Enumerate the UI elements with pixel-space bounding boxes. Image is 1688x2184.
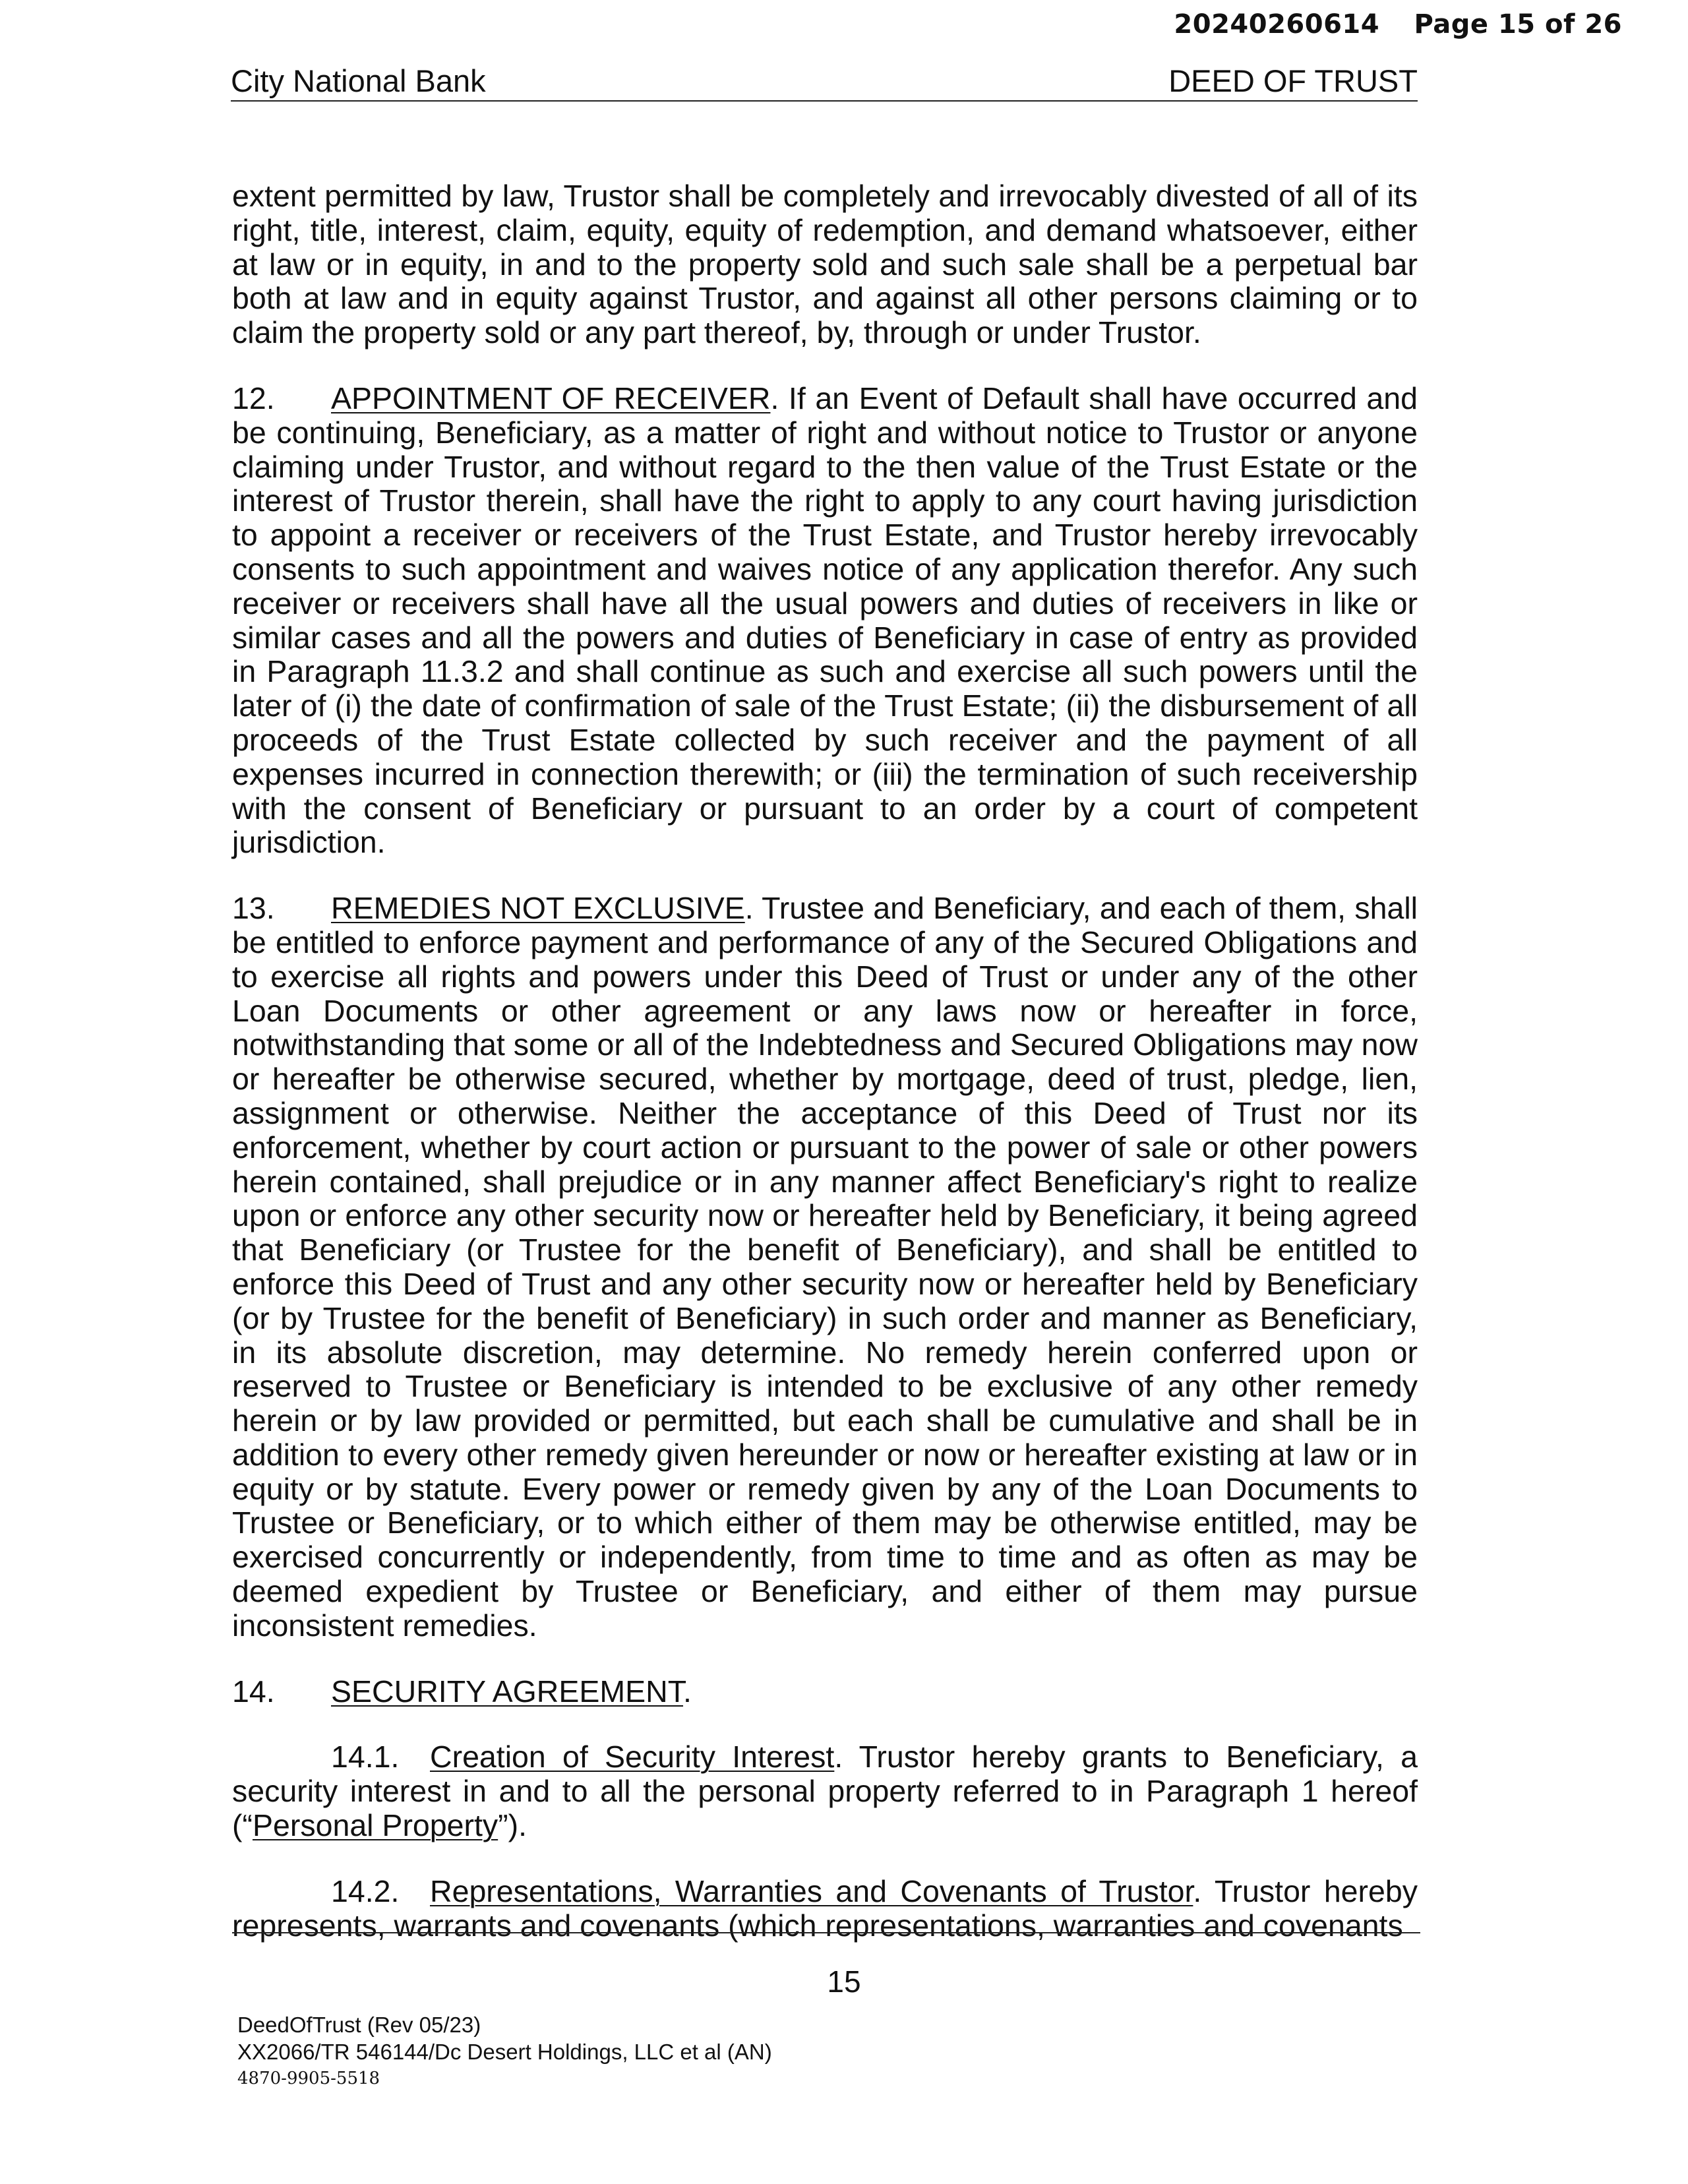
section-14-1-text-a: . Trustor hereby grants to Beneficiary, a security interest in and to all the personal property referred to in Paragraph 1 hereof (“ xyxy=(232,1740,1418,1843)
section-13-text: . Trustee and Beneficiary, and each of them, shall be entitled to enforce payment and performance of any of the Secured Obligations and to exercise all rights and powers under this Deed of Trust or under any of the other Loan Documents or other agreement or any laws now or hereafter in force, notwithstanding that some or all of the Indebtedness and Secured Obligations may now or hereafter be otherwise secured, whether by mortgage, deed of trust, pledge, lien, assignment or otherwise. Neither the acceptance of this Deed of Trust nor its enforcement, whether by court action or pursuant to the power of sale or other powers herein contained, shall prejudice or in any manner affect Beneficiary's right to realize upon or enforce any other security now or hereafter held by Beneficiary, it being agreed that Beneficiary (or Trustee for the benefit of Beneficiary), and shall be entitled to enforce this Deed of Trust and any other security now or hereafter held by Beneficiary (or by Trustee for the benefit of Beneficiary) in such order and manner as Beneficiary, in its absolute discretion, may determine. No remedy herein conferred upon or reserved to Trustee or Beneficiary is intended to be exclusive of any other remedy herein or by law provided or permitted, but each shall be cumulative and shall be in addition to every other remedy given hereunder or now or hereafter existing at law or in equity or by statute. Every power or remedy given by any of the Loan Documents to Trustee or Beneficiary, or to which either of them may be otherwise entitled, may be exercised concurrently or independently, from time to time and as often as may be deemed expedient by Trustee or Beneficiary, and either of them may pursue inconsistent remedies. xyxy=(232,891,1418,1643)
page-of-count: Page 15 of 26 xyxy=(1414,9,1622,40)
document-body xyxy=(232,179,1418,1974)
page-number: 15 xyxy=(827,1964,861,1999)
page-header xyxy=(231,61,1418,102)
section-13 xyxy=(232,892,1418,1643)
section-14 xyxy=(232,1675,1418,1709)
section-14-1-heading: Creation of Security Interest xyxy=(430,1740,835,1774)
section-12-heading: APPOINTMENT OF RECEIVER xyxy=(331,380,771,415)
recording-number: 20240260614 xyxy=(1174,9,1380,40)
section-14-1-number: 14.1. xyxy=(331,1740,400,1774)
section-12-text: . If an Event of Default shall have occurred and be continuing, Beneficiary, as a matter of right and without notice to Trustor or anyone claiming under Trustor, and without regard to the then value of the Trust Estate or the interest of Trustor therein, shall have the right to apply to any court having jurisdiction to appoint a receiver or receivers of the Trust Estate, and Trustor hereby irrevocably consents to such appointment and waives notice of any application therefor. Any such receiver or receivers shall have all the usual powers and duties of receivers in like or similar cases and all the powers and duties of Beneficiary in case of entry as provided in Paragraph 11.3.2 and shall continue as such and exercise all such powers until the later of (i) the date of confirmation of sale of the Trust Estate; (ii) the disbursement of all proceeds of the Trust Estate collected by such receiver and the payment of all expenses incurred in connection therewith; or (iii) the termination of such receivership with the consent of Beneficiary or pursuant to an order by a court of competent jurisdiction. xyxy=(232,380,1418,860)
footer-document-id: 4870-9905-5518 xyxy=(237,2069,380,2088)
section-14-2-heading: Representations, Warranties and Covenants of Trustor xyxy=(430,1873,1193,1908)
section-12 xyxy=(232,382,1418,860)
section-12-number: 12. xyxy=(232,380,275,415)
paragraph-continuation: extent permitted by law, Trustor shall be completely and irrevocably divested of all of its right, title, interest, claim, equity, equity of redemption, and demand whatsoever, either at law or in equity, in and to the property sold and such sale shall be a perpetual bar both at law and in equity against Trustor, and against all other persons claiming or to claim the property sold or any part thereof, by, through or under Trustor. xyxy=(232,179,1418,350)
footer-divider xyxy=(232,1932,1420,1933)
footer-reference: XX2066/TR 546144/Dc Desert Holdings, LLC et al (AN) xyxy=(237,2040,772,2064)
section-13-heading: REMEDIES NOT EXCLUSIVE xyxy=(331,891,745,926)
footer-metadata xyxy=(237,2011,772,2092)
section-13-number: 13. xyxy=(232,891,275,926)
section-14-2-number: 14.2. xyxy=(331,1873,400,1908)
footer-form-revision: DeedOfTrust (Rev 05/23) xyxy=(237,2013,481,2037)
section-14-1-text-b: ”). xyxy=(498,1808,528,1843)
recording-stamp xyxy=(1174,9,1622,40)
header-document-title: DEED OF TRUST xyxy=(1168,63,1418,98)
section-14-2-text: . Trustor hereby represents, warrants and covenants (which representations, warranties and covenants xyxy=(232,1873,1418,1943)
section-14-heading-end: . xyxy=(683,1674,692,1709)
header-bank-name: City National Bank xyxy=(231,63,486,98)
section-14-1 xyxy=(232,1740,1418,1842)
section-14-number: 14. xyxy=(232,1674,275,1709)
section-14-1-defined-term: Personal Property xyxy=(252,1808,498,1843)
section-14-heading: SECURITY AGREEMENT xyxy=(331,1674,684,1709)
